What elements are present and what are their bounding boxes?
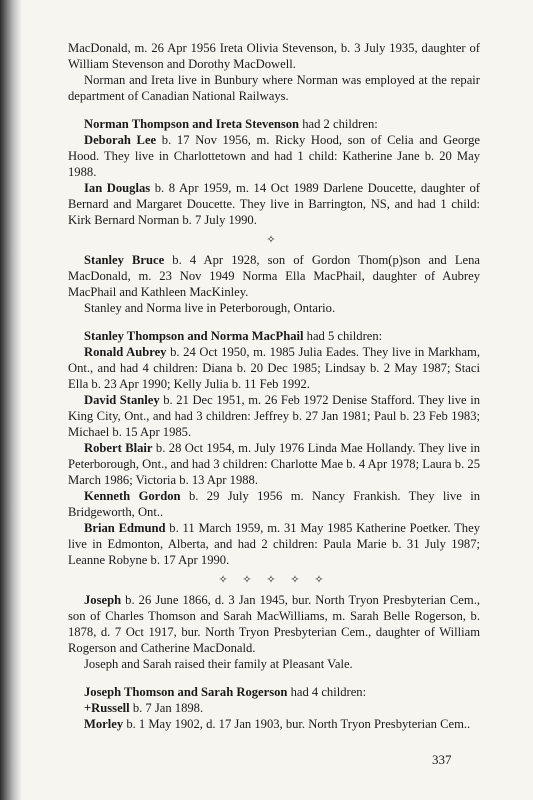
child-entry: Morley b. 1 May 1902, d. 17 Jan 1903, bur. North Tryon Presbyterian Cem.. [84, 717, 471, 731]
person-entry: Stanley Bruce b. 4 Apr 1928, son of Gordon Thom(p)son and Lena MacDonald, m. 23 Nov 1949 Norma Ella MacPhail, daughter of Aubrey MacPhail and Kathleen MacKinley. [68, 253, 480, 299]
child-entry: +Russell b. 7 Jan 1898. [84, 701, 204, 715]
paragraph: Stanley and Norma live in Peterborough, Ontario. [84, 301, 336, 315]
paragraph: MacDonald, m. 26 Apr 1956 Ireta Olivia Stevenson, b. 3 July 1935, daughter of William Stevenson and Dorothy MacDowell. [68, 41, 480, 71]
page-number: 337 [432, 752, 452, 767]
child-entry: Kenneth Gordon b. 29 July 1956 m. Nancy Frankish. They live in Bridgeworth, Ont.. [68, 489, 480, 519]
child-entry: Robert Blair b. 28 Oct 1954, m. July 1976 Linda Mae Hollandy. They live in Peterborough, Ont., and had 3 children: Charlotte Mae b. 4 Apr 1978; Laura b. 25 March 1986; Victoria b. 13 Apr 1988. [68, 441, 480, 487]
family-heading: Joseph Thomson and Sarah Rogerson had 4 children: [84, 685, 367, 699]
child-entry: Ronald Aubrey b. 24 Oct 1950, m. 1985 Julia Eades. They live in Markham, Ont., and had 4 children: Diana b. 20 Dec 1985; Lindsay b. 2 May 1987; Staci Ella b. 23 Apr 1990; Kelly Julia b. 11 Feb 1992. [68, 345, 480, 391]
binding-shadow [0, 0, 22, 800]
section-ornament: ✧ [266, 234, 282, 246]
child-entry: Ian Douglas b. 8 Apr 1959, m. 14 Oct 1989 Darlene Doucette, daughter of Bernard and Margaret Doucette. They live in Barrington, NS, and had 1 child: Kirk Bernard Norman b. 7 July 1990. [68, 181, 480, 227]
child-entry: Deborah Lee b. 17 Nov 1956, m. Ricky Hood, son of Celia and George Hood. They live in Charlottetown and had 1 child: Katherine Jane b. 20 May 1988. [68, 133, 481, 179]
family-heading: Stanley Thompson and Norma MacPhail had 5 children: [84, 329, 383, 343]
family-heading: Norman Thompson and Ireta Stevenson had 2 children: [84, 117, 378, 131]
page-body [68, 40, 480, 732]
person-entry: Joseph b. 26 June 1866, d. 3 Jan 1945, bur. North Tryon Presbyterian Cem., son of Charles Thomson and Sarah MacWilliams, m. Sarah Belle Rogerson, b. 1878, d. 7 Oct 1917, bur. North Tryon Presbyterian Cem., daughter of William Rogerson and Catherine MacDonald. [68, 593, 480, 655]
child-entry: Brian Edmund b. 11 March 1959, m. 31 May 1985 Katherine Poetker. They live in Edmonton, Alberta, and had 2 children: Paula Marie b. 31 July 1987; Leanne Robyne b. 17 Apr 1990. [68, 521, 480, 567]
paragraph: Joseph and Sarah raised their family at Pleasant Vale. [84, 657, 353, 671]
paragraph: Norman and Ireta live in Bunbury where Norman was employed at the repair department of Canadian National Railways. [68, 73, 480, 103]
section-ornament-row: ✧ ✧ ✧ ✧ ✧ [218, 574, 330, 586]
child-entry: David Stanley b. 21 Dec 1951, m. 26 Feb 1972 Denise Stafford. They live in King City, Ont., and had 3 children: Jeffrey b. 27 Jan 1981; Paul b. 23 Feb 1983; Michael b. 15 Apr 1985. [68, 393, 480, 439]
